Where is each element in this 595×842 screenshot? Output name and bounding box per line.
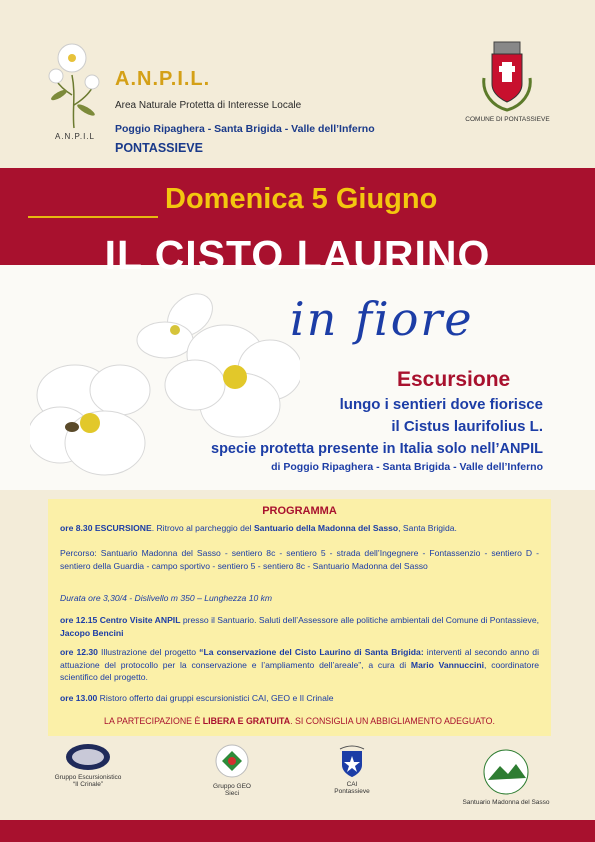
item2-time: ore 12.15 Centro Visite ANPIL bbox=[60, 615, 181, 625]
anpil-subtitle: Area Naturale Protetta di Interesse Locale bbox=[115, 100, 302, 111]
crinale-caption-1: Gruppo Escursionistico bbox=[54, 774, 122, 781]
program-item-refreshment bbox=[60, 692, 539, 705]
item3-end: , coordinatore scientifico del progetto. bbox=[60, 659, 539, 682]
crinale-logo-icon bbox=[65, 743, 111, 776]
date-underline bbox=[28, 216, 158, 218]
program-duration: Durata ore 3,30/4 - Dislivello m 350 – Lunghezza 10 km bbox=[60, 593, 273, 603]
bottom-band bbox=[0, 820, 595, 842]
geo-logo-icon bbox=[214, 743, 250, 784]
program-title: PROGRAMMA bbox=[262, 505, 337, 517]
intro-line-1: lungo i sentieri dove fiorisce bbox=[339, 396, 543, 413]
crest-caption: COMUNE DI PONTASSIEVE bbox=[465, 116, 550, 123]
notice-b: LIBERA E GRATUITA bbox=[202, 716, 291, 726]
anpil-flower-logo bbox=[44, 40, 104, 130]
program-route: Percorso: Santuario Madonna del Sasso - sentiero 8c - sentiero 5 - strada dell’Ingegnere - Fontassenzio - sentiero D - sentiero della Guardia - campo sportivo - sentiero 5 - sentiero 8c - Santuario Madonna del Sasso bbox=[60, 548, 539, 571]
participation-notice bbox=[48, 716, 551, 726]
anpil-logo-caption: A.N.P.I.L bbox=[55, 132, 95, 141]
intro-line-4: di Poggio Ripaghera - Santa Brigida - Valle dell’Inferno bbox=[271, 461, 543, 473]
event-subtitle: in fiore bbox=[290, 292, 474, 346]
geo-caption-2: Sieci bbox=[224, 790, 240, 797]
event-date: Domenica 5 Giugno bbox=[165, 183, 438, 215]
geo-caption-1: Gruppo GEO bbox=[213, 783, 251, 790]
item1-place: Santuario della Madonna del Sasso bbox=[253, 523, 399, 533]
item1-text: . Ritrovo al parcheggio del bbox=[151, 523, 254, 533]
cai-caption-2: Pontassieve bbox=[334, 788, 370, 795]
anpil-places: Poggio Ripaghera - Santa Brigida - Valle dell’Inferno bbox=[115, 123, 375, 135]
item3-name: Mario Vannuccini bbox=[410, 659, 485, 670]
program-item-project bbox=[60, 646, 539, 684]
cai-caption-1: CAI bbox=[346, 781, 358, 788]
cai-logo-icon bbox=[336, 743, 368, 784]
item2-name: Jacopo Bencini bbox=[60, 627, 124, 638]
cai-caption bbox=[325, 781, 379, 795]
geo-caption bbox=[205, 783, 259, 797]
crinale-caption-2: “Il Crinale” bbox=[73, 781, 103, 788]
program-item-excursion bbox=[60, 522, 539, 535]
item2-text: presso il Santuario. Saluti dell’Assessore alle politiche ambientali del Comune di Pontassieve, bbox=[180, 615, 539, 625]
item3-text: Illustrazione del progetto bbox=[97, 647, 200, 657]
program-item-visit-center bbox=[60, 614, 539, 639]
notice-a: LA PARTECIPAZIONE È bbox=[104, 716, 203, 726]
santuario-logo-icon bbox=[482, 748, 530, 801]
pontassieve-crest-icon bbox=[472, 38, 542, 114]
item3-time: ore 12.30 bbox=[60, 647, 98, 657]
event-type: Escursione bbox=[397, 368, 511, 391]
notice-c: . SI CONSIGLIA UN ABBIGLIAMENTO ADEGUATO. bbox=[290, 716, 495, 726]
crinale-caption bbox=[50, 774, 126, 788]
item4-text: Ristoro offerto dai gruppi escursionistici CAI, GEO e Il Crinale bbox=[97, 693, 334, 703]
item3-text2: interventi al secondo anno di attuazione del protocollo per la conservazione e l’ampliamento dell’areale”, a cura di bbox=[60, 647, 539, 670]
item1-end: , Santa Brigida. bbox=[398, 523, 457, 533]
anpil-town: PONTASSIEVE bbox=[115, 141, 203, 155]
item1-time: ore 8.30 ESCURSIONE bbox=[60, 523, 152, 533]
item4-time: ore 13.00 bbox=[60, 693, 98, 703]
intro-line-2: il Cistus laurifolius L. bbox=[391, 418, 543, 435]
santuario-caption: Santuario Madonna del Sasso bbox=[462, 799, 550, 806]
item3-project: “La conservazione del Cisto Laurino di Santa Brigida: bbox=[199, 647, 424, 657]
anpil-title: A.N.P.I.L. bbox=[115, 68, 211, 90]
event-title: IL CISTO LAURINO bbox=[104, 232, 491, 278]
intro-line-3: specie protetta presente in Italia solo nell’ANPIL bbox=[211, 441, 543, 457]
